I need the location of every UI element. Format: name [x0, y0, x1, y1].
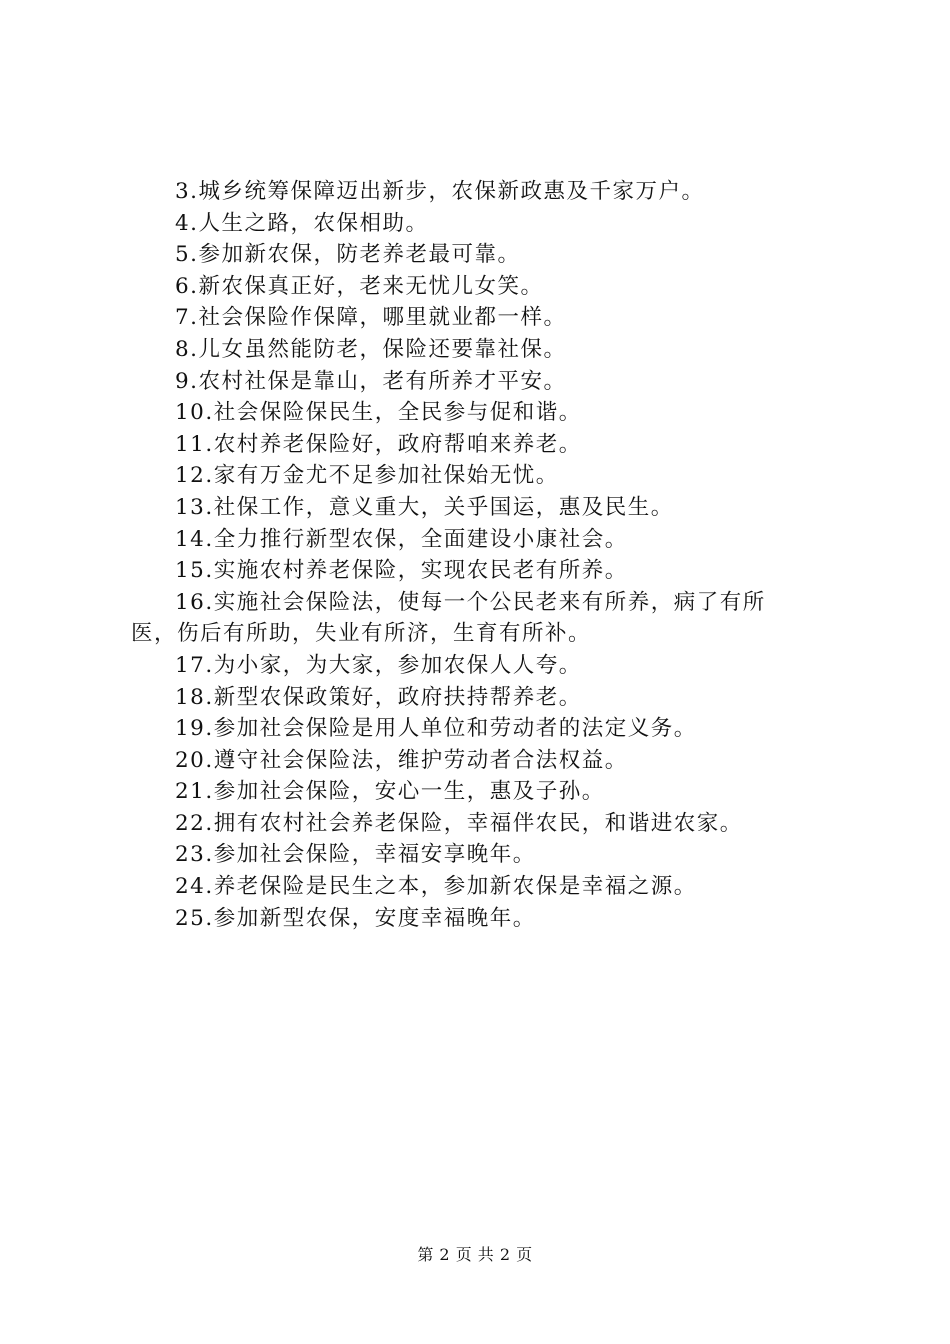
- text-line: 22.拥有农村社会养老保险，幸福伴农民，和谐进农家。: [175, 810, 743, 836]
- text-line: 6.新农保真正好，老来无忧儿女笑。: [175, 273, 544, 299]
- text-line: 19.参加社会保险是用人单位和劳动者的法定义务。: [175, 716, 697, 742]
- text-line: 4.人生之路，农保相助。: [175, 210, 429, 236]
- text-line: 3.城乡统筹保障迈出新步，农保新政惠及千家万户。: [175, 179, 705, 204]
- text-line: 16.实施社会保险法，使每一个公民老来有所养，病了有所: [175, 589, 766, 615]
- text-line: 24.养老保险是民生之本，参加新农保是幸福之源。: [175, 874, 697, 900]
- text-line: 11.农村养老保险好，政府帮咱来养老。: [175, 431, 582, 457]
- document-body: [131, 176, 831, 934]
- text-line: 10.社会保险保民生，全民参与促和谐。: [175, 400, 582, 426]
- text-line: 5.参加新农保，防老养老最可靠。: [175, 242, 521, 268]
- text-line: 18.新型农保政策好，政府扶持帮养老。: [175, 684, 582, 710]
- text-line: 医，伤后有所助，失业有所济，生育有所补。: [131, 621, 592, 647]
- text-line: 25.参加新型农保，安度幸福晚年。: [175, 905, 536, 931]
- text-line: 23.参加社会保险，幸福安享晚年。: [175, 842, 536, 868]
- text-line: 8.儿女虽然能防老，保险还要靠社保。: [175, 336, 567, 362]
- text-line: 21.参加社会保险，安心一生，惠及子孙。: [175, 779, 605, 805]
- text-line: 9.农村社保是靠山，老有所养才平安。: [175, 368, 567, 394]
- text-line: 15.实施农村养老保险，实现农民老有所养。: [175, 558, 628, 584]
- text-line: 14.全力推行新型农保，全面建设小康社会。: [175, 526, 628, 552]
- text-line: 7.社会保险作保障，哪里就业都一样。: [175, 305, 567, 331]
- text-line: 17.为小家，为大家，参加农保人人夸。: [175, 652, 582, 678]
- text-line: 12.家有万金尤不足参加社保始无忧。: [175, 463, 559, 489]
- page-footer: 第 2 页 共 2 页: [417, 1245, 533, 1264]
- text-line: 13.社保工作，意义重大，关乎国运，惠及民生。: [175, 494, 674, 520]
- text-line: 20.遵守社会保险法，维护劳动者合法权益。: [175, 747, 628, 773]
